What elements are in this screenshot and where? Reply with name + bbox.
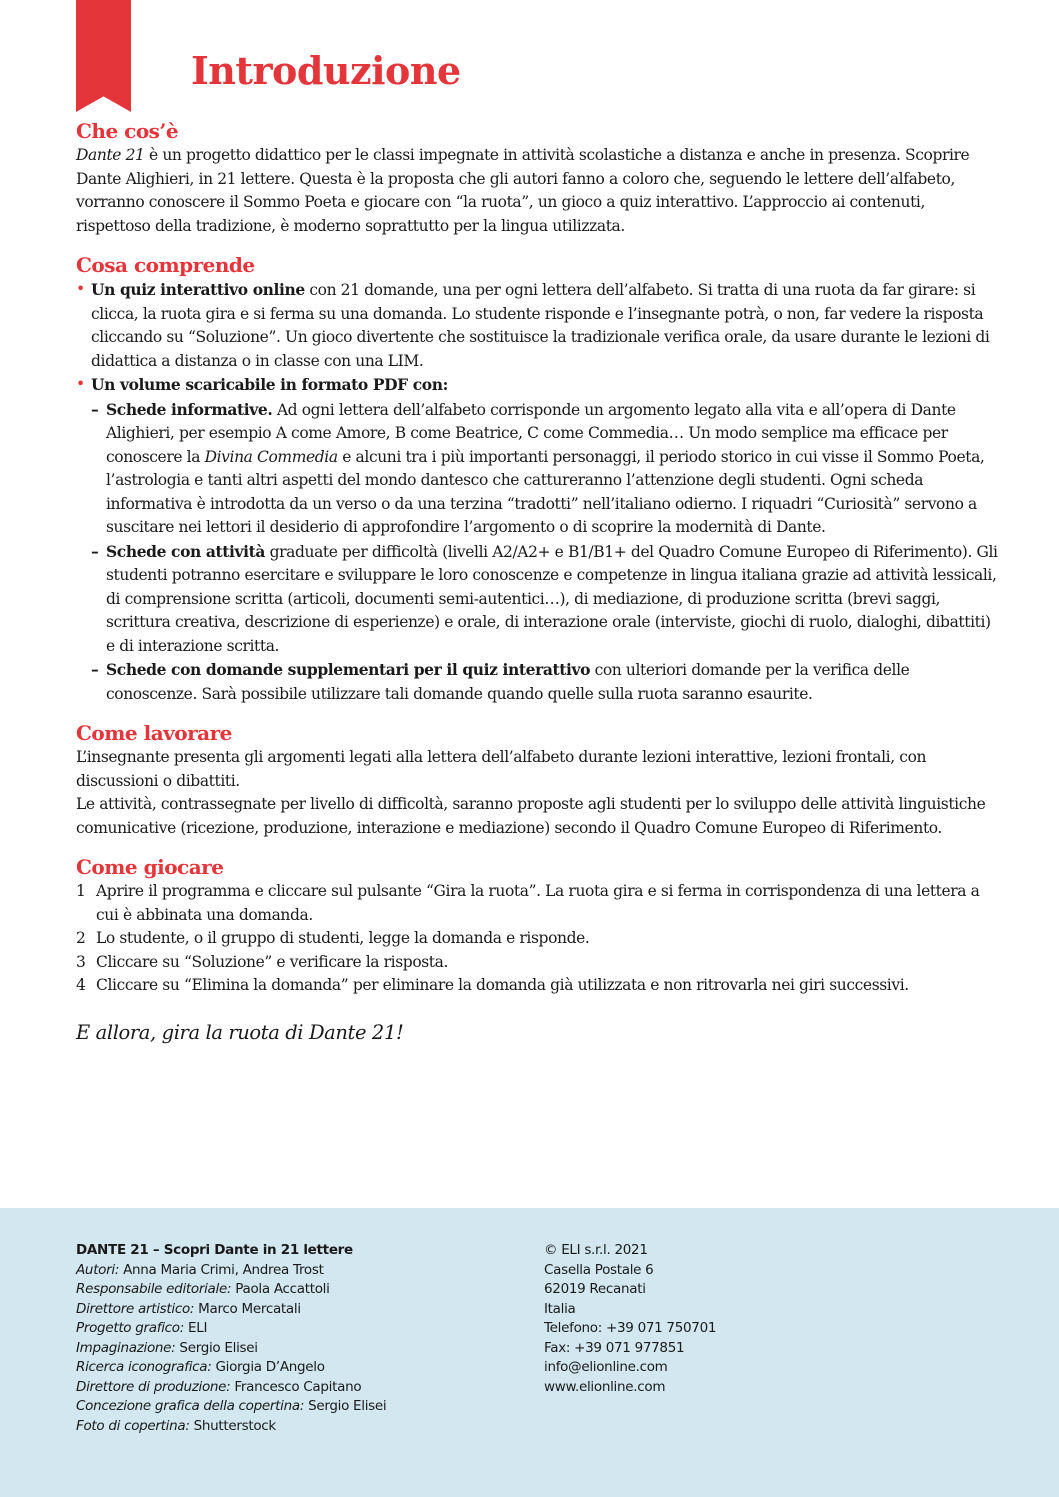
credit-name: Paola Accattoli bbox=[231, 1281, 330, 1297]
credit-row bbox=[76, 1397, 386, 1417]
volume-sublist bbox=[91, 398, 1001, 707]
credit-role: Autori: bbox=[76, 1261, 120, 1278]
credit-role: Impaginazione: bbox=[76, 1339, 176, 1356]
italic-title: Dante 21 bbox=[76, 146, 145, 164]
section-heading: Come lavorare bbox=[76, 721, 232, 745]
credit-row bbox=[76, 1358, 386, 1378]
step-number: 1 bbox=[76, 882, 86, 900]
section-heading: Come giocare bbox=[76, 855, 224, 879]
item-text: con 21 domande, una per ogni lettera dell’alfabeto. Si tratta di una ruota da far girare: si clicca, la ruota gira e si ferma su una domanda. Lo studente risponde e l’insegnante potrà, o non, far vedere la risposta cliccando su “Soluzione”. Un gioco divertente che sostituisce la tradizionale verifica orale, da usare durante le lezioni di didattica a distanza o in classe con una LIM. bbox=[91, 281, 990, 370]
paragraph bbox=[76, 144, 1001, 238]
credit-name: Sergio Elisei bbox=[175, 1339, 258, 1356]
step-text: Cliccare su “Elimina la domanda” per eliminare la domanda già utilizzata e non ritrovarla nei giri successivi. bbox=[96, 976, 909, 994]
email-link[interactable]: info@elionline.com bbox=[544, 1359, 668, 1375]
section-what-is bbox=[76, 118, 1001, 238]
paragraph: Le attività, contrassegnate per livello di difficoltà, saranno proposte agli studenti per lo sviluppo delle attività linguistiche comunicative (ricezione, produzione, interazione e mediazione) secondo il Quadro Comune Europeo di Riferimento. bbox=[76, 795, 986, 837]
website-link[interactable]: www.elionline.com bbox=[544, 1378, 666, 1395]
paragraph: L’insegnante presenta gli argomenti legati alla lettera dell’alfabeto durante lezioni interattive, lezioni frontali, con discussioni o dibattiti. bbox=[76, 748, 927, 790]
section-includes bbox=[76, 252, 1001, 706]
credits-block bbox=[76, 1241, 386, 1436]
item-text: e alcuni tra i più importanti personaggi, il periodo storico in cui visse il Sommo Poeta, l’astrologia e tanti altri aspetti del mondo dantesco che cattureranno l’attenzione degli studenti. Ogni scheda informativa è introdotta da un verso o da una terzina “tradotti” nell’italiano odierno. I riquadri “Curiosità” servono a suscitare nei lettori il desiderio di approfondire l’argomento o di scoprire la modernità di Dante. bbox=[106, 447, 985, 536]
section-how-to-play bbox=[76, 854, 1001, 998]
paragraph-text: è un progetto didattico per le classi impegnate in attività scolastiche a distanza e anche in presenza. Scoprire Dante Alighieri, in 21 lettere. Questa è la proposta che gli autori fanno a coloro che, seguendo le lettere dell’alfabeto, vorranno conoscere il Sommo Poeta e giocare con “la ruota”, un gioco a quiz interattivo. L’approccio ai contenuti, rispettoso della tradizione, è moderno soprattutto per la lingua utilizzata. bbox=[76, 146, 970, 235]
phone-line: Telefono: +39 071 750701 bbox=[544, 1320, 717, 1336]
item-bold: Schede informative. bbox=[106, 399, 273, 419]
main-content bbox=[76, 118, 1001, 1046]
sub-list-item bbox=[91, 398, 1001, 540]
credit-name: Shutterstock bbox=[189, 1417, 276, 1434]
list-item bbox=[76, 278, 1001, 373]
credit-row bbox=[76, 1378, 386, 1398]
item-bold: Un volume scaricabile in formato PDF con: bbox=[91, 375, 448, 394]
step-item bbox=[76, 927, 1001, 951]
page-title: Introduzione bbox=[191, 48, 461, 93]
step-text: Lo studente, o il gruppo di studenti, legge la domanda e risponde. bbox=[96, 929, 590, 947]
list-item bbox=[76, 373, 1001, 706]
steps-list bbox=[76, 880, 1001, 998]
copyright-line: © ELI s.r.l. 2021 bbox=[544, 1242, 648, 1258]
item-text: con ulteriori domande per la verifica delle conoscenze. Sarà possibile utilizzare tali domande quando quelle sulla ruota saranno esaurite. bbox=[106, 661, 910, 703]
item-text: Ad ogni lettera dell’alfabeto corrisponde un argomento legato alla vita e all’opera di Dante Alighieri, per esempio A come Amore, B come Beatrice, C come Commedia… Un modo semplice ma efficace per conoscere la bbox=[106, 400, 956, 466]
sub-list-item bbox=[91, 658, 1001, 706]
step-number: 4 bbox=[76, 976, 86, 994]
address-line: Italia bbox=[544, 1300, 576, 1317]
credit-role: Concezione grafica della copertina: bbox=[76, 1398, 305, 1414]
step-item bbox=[76, 880, 1001, 927]
fax-line: Fax: +39 071 977851 bbox=[544, 1339, 685, 1356]
credit-row bbox=[76, 1300, 386, 1320]
credit-role: Progetto grafico: bbox=[76, 1320, 184, 1336]
section-how-to-work bbox=[76, 720, 1001, 840]
credit-name: Sergio Elisei bbox=[304, 1398, 387, 1414]
item-italic: Divina Commedia bbox=[204, 447, 338, 466]
item-bold: Un quiz interattivo online bbox=[91, 280, 305, 299]
credit-row bbox=[76, 1280, 386, 1300]
item-text: graduate per difficoltà (livelli A2/A2+ e B1/B1+ del Quadro Comune Europeo di Riferimento). Gli studenti potranno esercitare e sviluppare le loro conoscenze e competenze in lingua italiana grazie ad attività lessicali, di comprensione scritta (articoli, documenti semi-autentici…), di mediazione, di produzione scritta (brevi saggi, scrittura creativa, descrizione di esperienze) e orale, di interazione orale (interviste, giochi di ruolo, dialoghi, dibattiti) e di interazione scritta. bbox=[106, 542, 998, 655]
credit-name: Anna Maria Crimi, Andrea Trost bbox=[119, 1261, 324, 1278]
item-bold: Schede con domande supplementari per il quiz interattivo bbox=[106, 660, 591, 679]
credit-name: Francesco Capitano bbox=[230, 1378, 362, 1395]
footer-credits-panel bbox=[0, 1208, 1059, 1497]
address-line: Casella Postale 6 bbox=[544, 1261, 654, 1278]
step-number: 2 bbox=[76, 929, 86, 947]
section-heading: Cosa comprende bbox=[76, 253, 255, 277]
credit-row bbox=[76, 1319, 386, 1339]
credit-row bbox=[76, 1339, 386, 1359]
bookmark-ribbon bbox=[76, 0, 131, 112]
credit-row bbox=[76, 1261, 386, 1281]
step-item bbox=[76, 951, 1001, 975]
step-number: 3 bbox=[76, 952, 86, 971]
closing-line: E allora, gira la ruota di Dante 21! bbox=[76, 1020, 404, 1044]
credit-row bbox=[76, 1417, 386, 1437]
step-item bbox=[76, 974, 1001, 998]
credit-role: Foto di copertina: bbox=[76, 1417, 190, 1434]
step-text: Cliccare su “Soluzione” e verificare la risposta. bbox=[96, 952, 448, 971]
sub-list-item bbox=[91, 540, 1001, 659]
credit-role: Direttore di produzione: bbox=[76, 1378, 231, 1395]
credit-name: ELI bbox=[184, 1320, 208, 1336]
address-line: 62019 Recanati bbox=[544, 1281, 646, 1297]
credit-name: Giorgia D’Angelo bbox=[211, 1359, 325, 1375]
book-title: DANTE 21 – Scopri Dante in 21 lettere bbox=[76, 1242, 353, 1258]
credit-role: Ricerca iconografica: bbox=[76, 1359, 212, 1375]
credit-role: Responsabile editoriale: bbox=[76, 1281, 232, 1297]
section-heading: Che cos’è bbox=[76, 119, 179, 143]
credit-name: Marco Mercatali bbox=[194, 1300, 301, 1317]
step-text: Aprire il programma e cliccare sul pulsante “Gira la ruota”. La ruota gira e si ferma in corrispondenza di una lettera a cui è abbinata una domanda. bbox=[96, 882, 980, 924]
publisher-contacts bbox=[544, 1241, 716, 1397]
credit-role: Direttore artistico: bbox=[76, 1300, 195, 1317]
includes-list bbox=[76, 278, 1001, 706]
item-bold: Schede con attività bbox=[106, 541, 266, 561]
